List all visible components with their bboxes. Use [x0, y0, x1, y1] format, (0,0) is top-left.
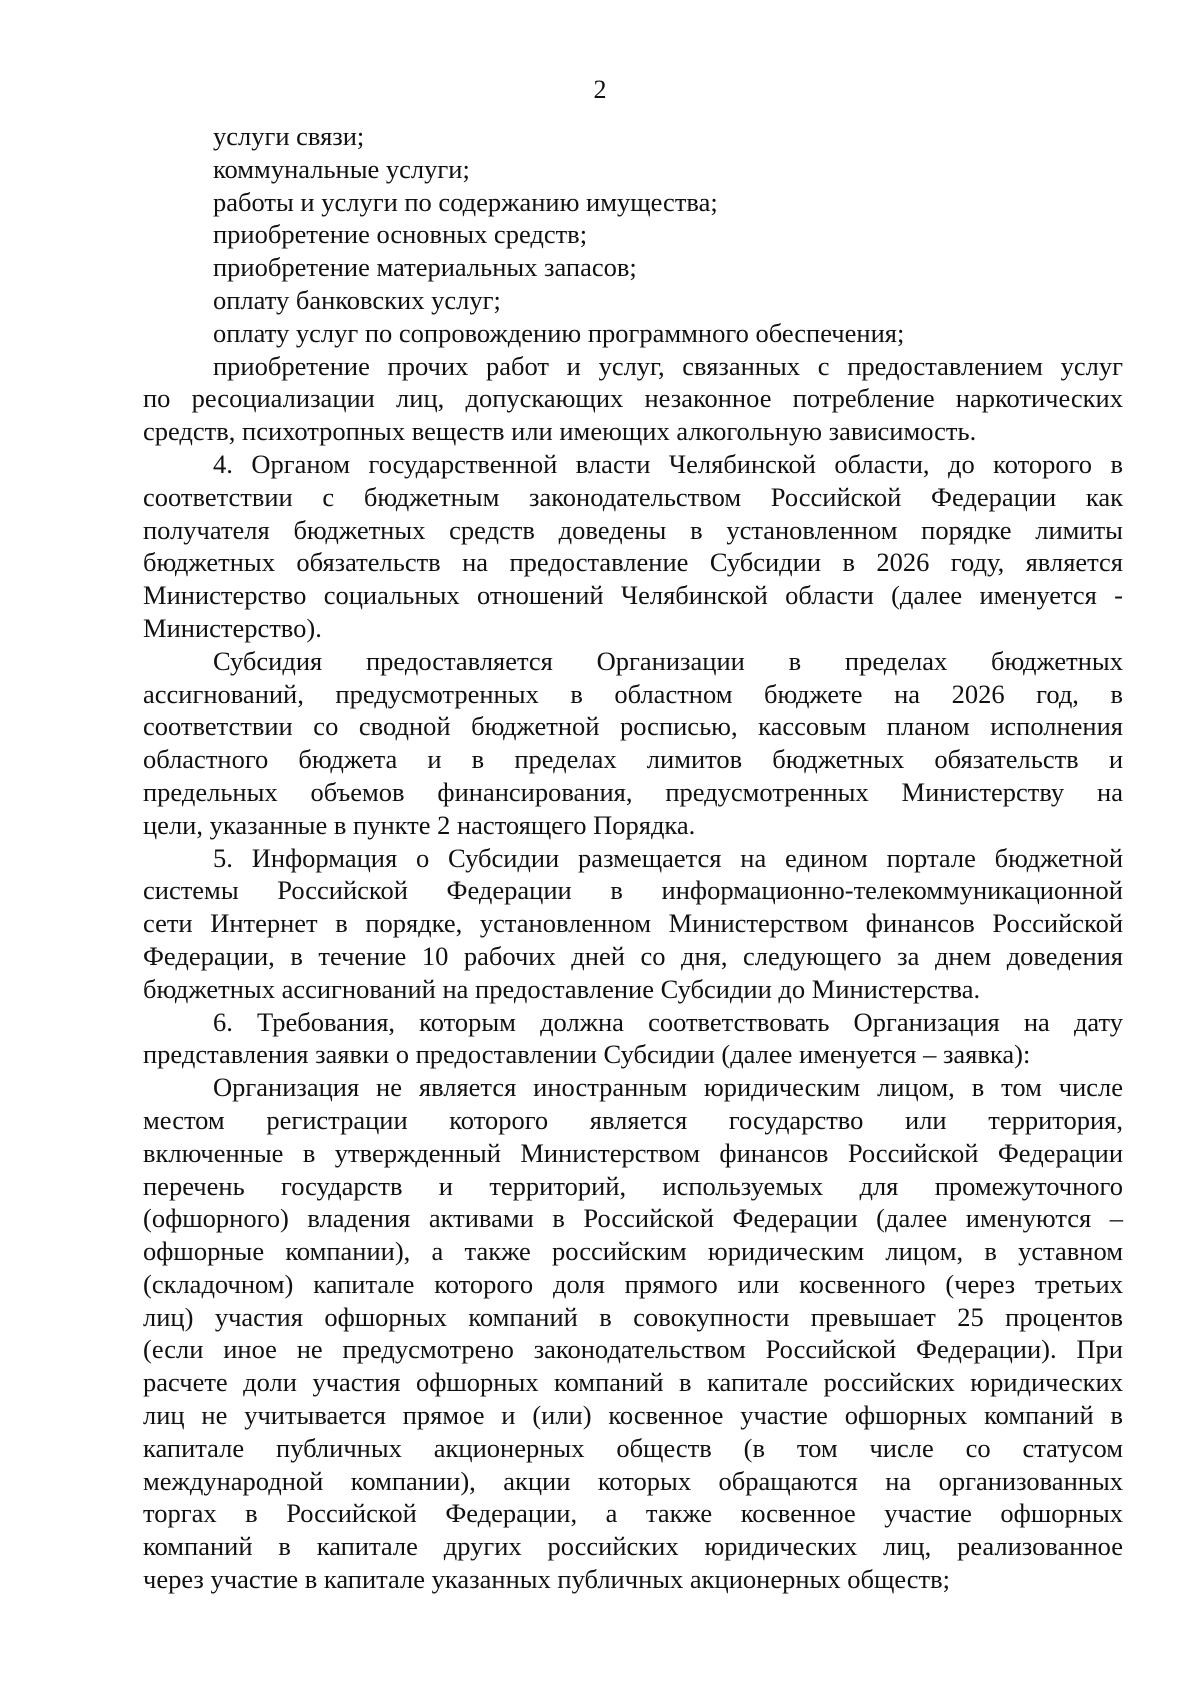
text-line: через участие в капитале указанных публичных акционерных обществ;	[143, 1564, 951, 1595]
text-line: международной компании), акции которых обращаются на организованных	[143, 1465, 1123, 1496]
text-line: соответствии с бюджетным законодательством Российской Федерации как	[143, 481, 1123, 512]
text-line: лиц не учитывается прямое и (или) косвенное участие офшорных компаний в	[143, 1400, 1123, 1431]
text-line: приобретение прочих работ и услуг, связанных с предоставлением услуг	[213, 350, 1123, 381]
text-line: капитале публичных акционерных обществ (в том числе со статусом	[143, 1432, 1123, 1463]
text-line: цели, указанные в пункте 2 настоящего Порядка.	[143, 809, 696, 840]
text-line: оплату банковских услуг;	[213, 284, 501, 315]
text-line: областного бюджета и в пределах лимитов бюджетных обязательств и	[143, 744, 1123, 775]
text-line: 5. Информация о Субсидии размещается на едином портале бюджетной	[213, 842, 1123, 873]
text-line: Субсидия предоставляется Организации в пределах бюджетных	[213, 645, 1123, 676]
text-line: приобретение материальных запасов;	[213, 252, 637, 283]
text-line: приобретение основных средств;	[213, 219, 588, 250]
text-line: соответствии со сводной бюджетной росписью, кассовым планом исполнения	[143, 711, 1123, 742]
text-line: компаний в капитале других российских юридических лиц, реализованное	[143, 1531, 1123, 1562]
text-line: (если иное не предусмотрено законодательством Российской Федерации). При	[143, 1334, 1123, 1365]
text-line: местом регистрации которого является государство или территория,	[143, 1104, 1123, 1135]
text-line: расчете доли участия офшорных компаний в капитале российских юридических	[143, 1367, 1123, 1398]
text-line: 6. Требования, которым должна соответствовать Организация на дату	[213, 1006, 1123, 1037]
text-line: включенные в утвержденный Министерством финансов Российской Федерации	[143, 1137, 1123, 1168]
text-line: Министерство социальных отношений Челябинской области (далее именуется -	[143, 580, 1123, 611]
text-line: системы Российской Федерации в информационно-телекоммуникационной	[143, 875, 1123, 906]
text-line: оплату услуг по сопровождению программного обеспечения;	[213, 317, 905, 348]
text-line: (складочном) капитале которого доля прямого или косвенного (через третьих	[143, 1268, 1123, 1299]
text-line: лиц) участия офшорных компаний в совокупности превышает 25 процентов	[143, 1301, 1123, 1332]
text-line: коммунальные услуги;	[213, 153, 470, 184]
document-body	[143, 120, 1123, 1596]
text-line: получателя бюджетных средств доведены в установленном порядке лимиты	[143, 514, 1123, 545]
text-line: предельных объемов финансирования, предусмотренных Министерству на	[143, 776, 1123, 807]
text-line: ассигнований, предусмотренных в областном бюджете на 2026 год, в	[143, 678, 1123, 709]
text-line: услуги связи;	[213, 121, 365, 151]
text-line: по ресоциализации лиц, допускающих незаконное потребление наркотических	[143, 383, 1123, 414]
text-line: торгах в Российской Федерации, а также косвенное участие офшорных	[143, 1498, 1123, 1529]
text-line: Организация не является иностранным юридическим лицом, в том числе	[213, 1072, 1123, 1103]
text-line: Министерство).	[143, 612, 322, 643]
text-line: сети Интернет в порядке, установленном Министерством финансов Российской	[143, 908, 1123, 939]
text-line: средств, психотропных веществ или имеющих алкогольную зависимость.	[143, 416, 977, 447]
text-line: бюджетных обязательств на предоставление Субсидии в 2026 году, является	[143, 547, 1123, 578]
text-line: бюджетных ассигнований на предоставление Субсидии до Министерства.	[143, 973, 981, 1004]
text-line: работы и услуги по содержанию имущества;	[213, 186, 718, 217]
text-line: Федерации, в течение 10 рабочих дней со дня, следующего за днем доведения	[143, 940, 1123, 971]
text-line: офшорные компании), а также российским юридическим лицом, в уставном	[143, 1236, 1123, 1267]
text-line: представления заявки о предоставлении Субсидии (далее именуется – заявка):	[143, 1039, 1031, 1070]
text-line: перечень государств и территорий, используемых для промежуточного	[143, 1170, 1123, 1201]
text-line: 4. Органом государственной власти Челябинской области, до которого в	[213, 448, 1123, 479]
page-number: 2	[593, 75, 607, 104]
text-line: (офшорного) владения активами в Российской Федерации (далее именуются –	[143, 1203, 1123, 1234]
